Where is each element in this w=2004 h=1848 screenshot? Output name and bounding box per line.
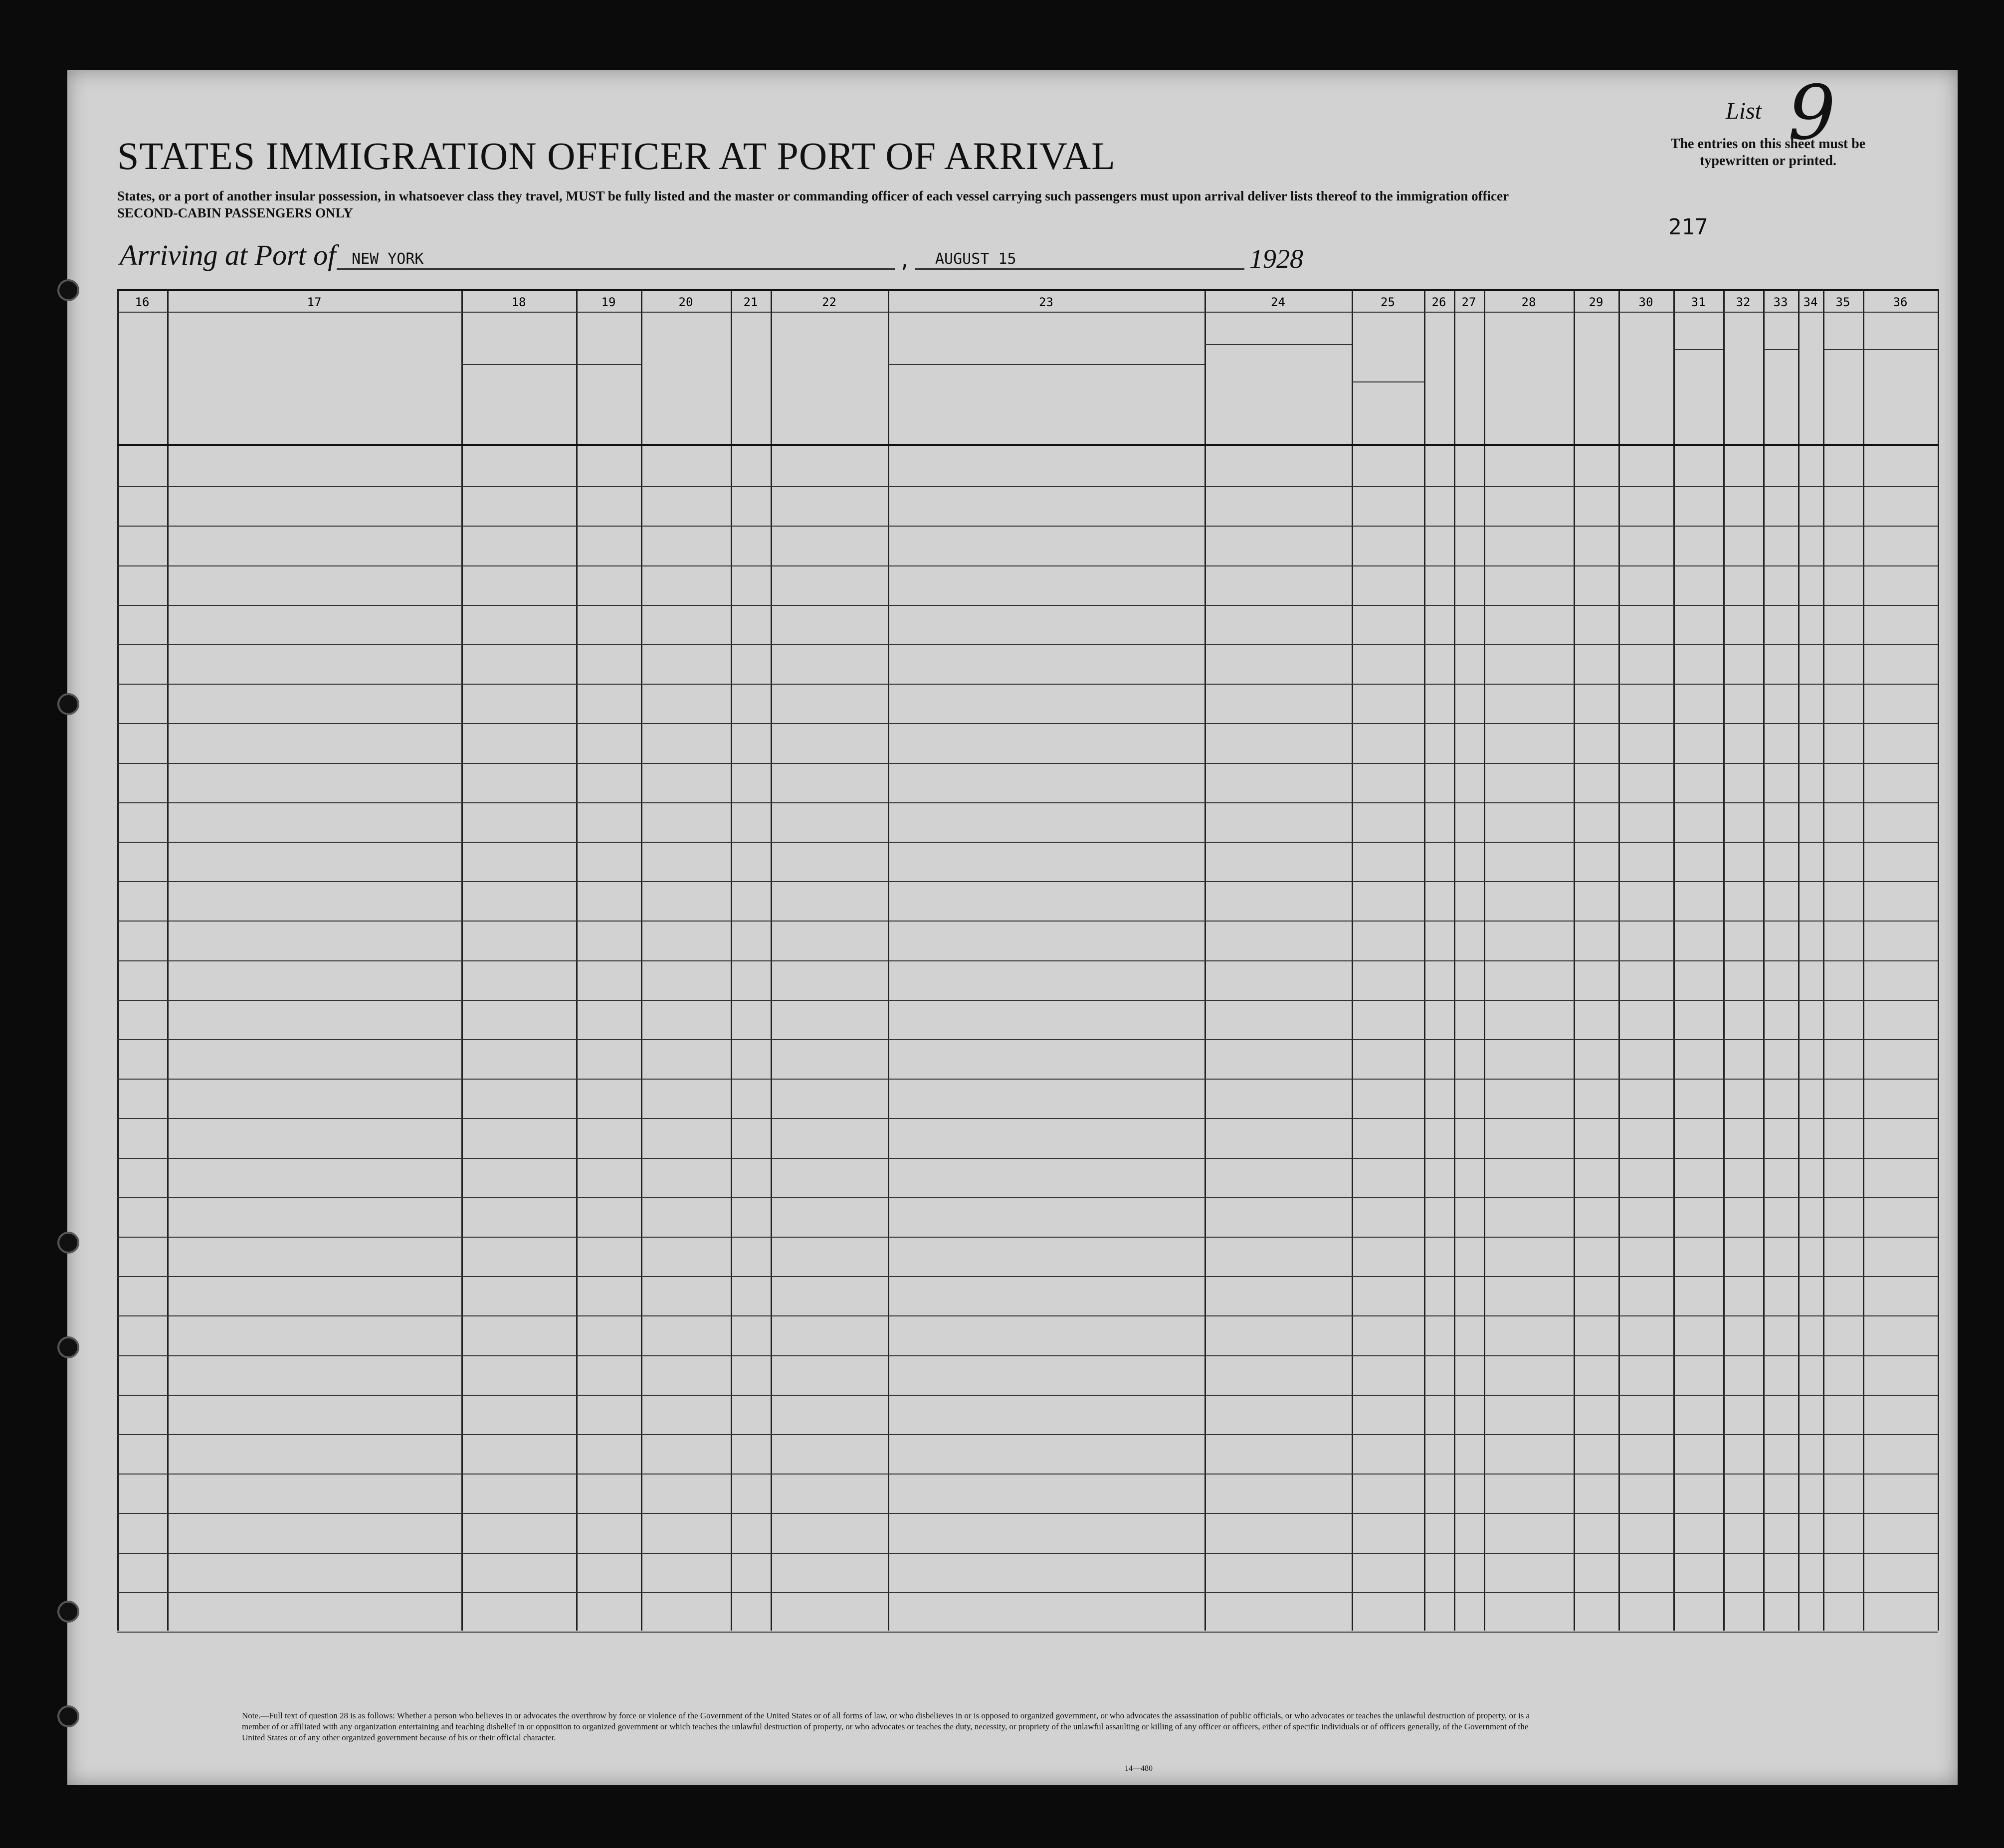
header-rule bbox=[117, 444, 1938, 446]
row-rule bbox=[117, 486, 1938, 487]
row-rule bbox=[117, 1632, 1938, 1633]
row-rule bbox=[117, 723, 1938, 724]
row-rule bbox=[117, 1079, 1938, 1080]
column-number: 32 bbox=[1736, 295, 1751, 309]
header-rule bbox=[117, 312, 1938, 313]
column-number: 22 bbox=[822, 295, 836, 309]
row-rule bbox=[117, 1000, 1938, 1001]
class-line: SECOND-CABIN PASSENGERS ONLY bbox=[117, 205, 353, 220]
header-subrule bbox=[1204, 344, 1352, 345]
row-rule bbox=[117, 565, 1938, 566]
row-rule bbox=[117, 1315, 1938, 1316]
binder-hole bbox=[57, 279, 79, 301]
header-subrule bbox=[1673, 349, 1723, 350]
column-number: 16 bbox=[135, 295, 150, 309]
row-rule bbox=[117, 1513, 1938, 1514]
header-subrule bbox=[1352, 381, 1424, 382]
row-rule bbox=[117, 842, 1938, 843]
row-rule bbox=[117, 881, 1938, 882]
port-underline bbox=[337, 268, 895, 270]
column-number: 29 bbox=[1589, 295, 1603, 309]
form-code: 14—480 bbox=[1125, 1764, 1153, 1773]
column-number: 34 bbox=[1803, 295, 1818, 309]
date-value: AUGUST 15 bbox=[935, 250, 1016, 268]
manifest-table bbox=[117, 289, 1938, 1631]
binder-hole bbox=[57, 1336, 79, 1358]
row-rule bbox=[117, 802, 1938, 803]
column-number: 21 bbox=[743, 295, 758, 309]
list-label: List bbox=[1726, 98, 1762, 124]
binder-hole bbox=[57, 1232, 79, 1254]
header-subrule bbox=[1763, 349, 1798, 350]
column-number: 28 bbox=[1521, 295, 1536, 309]
row-rule bbox=[117, 921, 1938, 922]
binder-hole bbox=[57, 1705, 79, 1727]
row-rule bbox=[117, 1197, 1938, 1198]
binder-hole bbox=[57, 1601, 79, 1623]
typewritten-note: The entries on this sheet must be typewritten or printed. bbox=[1670, 136, 1866, 169]
header-subrule bbox=[888, 364, 1204, 365]
row-rule bbox=[117, 1553, 1938, 1554]
column-number: 27 bbox=[1461, 295, 1476, 309]
row-rule bbox=[117, 1118, 1938, 1119]
header-subrule bbox=[461, 364, 641, 365]
row-rule bbox=[117, 1276, 1938, 1277]
column-number: 17 bbox=[307, 295, 322, 309]
column-number: 19 bbox=[601, 295, 616, 309]
comma: , bbox=[899, 249, 911, 272]
column-divider bbox=[1938, 289, 1939, 1631]
row-rule bbox=[117, 763, 1938, 764]
column-number: 25 bbox=[1381, 295, 1395, 309]
column-number: 20 bbox=[678, 295, 693, 309]
instructions: States, or a port of another insular possession, in whatsoever class they travel, MUST be fully listed and the master or commanding officer of each vessel carrying such passengers must upon arrival deliver lists thereof to the immigration officer bbox=[117, 188, 1509, 203]
column-number: 24 bbox=[1271, 295, 1285, 309]
row-rule bbox=[117, 1237, 1938, 1238]
row-rule bbox=[117, 1355, 1938, 1356]
column-number: 23 bbox=[1039, 295, 1053, 309]
page-title: STATES IMMIGRATION OFFICER AT PORT OF ARRIVAL bbox=[117, 134, 1116, 178]
page-number: 217 bbox=[1668, 214, 1708, 240]
row-rule bbox=[117, 1158, 1938, 1159]
column-number: 31 bbox=[1691, 295, 1706, 309]
column-number: 18 bbox=[511, 295, 526, 309]
row-rule bbox=[117, 526, 1938, 527]
row-rule bbox=[117, 605, 1938, 606]
row-rule bbox=[117, 1474, 1938, 1475]
row-rule bbox=[117, 684, 1938, 685]
row-rule bbox=[117, 1592, 1938, 1593]
year-value: 1928 bbox=[1249, 244, 1303, 274]
port-value: NEW YORK bbox=[352, 250, 424, 268]
row-rule bbox=[117, 960, 1938, 961]
column-number: 36 bbox=[1893, 295, 1908, 309]
row-rule bbox=[117, 644, 1938, 645]
footnote: Note.—Full text of question 28 is as follows: Whether a person who believes in or advocates the overthrow by force or violence of the Government of the United States or of all forms of law, or who disbelieves in or is opposed to organized government, or who advocates the assassination of public officials, or who advocates or teaches the unlawful destruction of property, or is a member of or affiliated with any organization entertaining and teaching disbelief in or opposition to organized government or which teaches the unlawful destruction of property, or who advocates or teaches the duty, necessity, or propriety of the unlawful assaulting or killing of any officer or officers, either of specific individuals or of officers generally, of the Government of the United States or of any other organized government because of his or their official character. bbox=[242, 1711, 1530, 1742]
column-number: 26 bbox=[1431, 295, 1446, 309]
column-number: 33 bbox=[1773, 295, 1788, 309]
row-rule bbox=[117, 1039, 1938, 1040]
arriving-label: Arriving at Port of bbox=[120, 239, 336, 271]
column-number: 35 bbox=[1835, 295, 1850, 309]
manifest-sheet bbox=[67, 70, 1958, 1785]
date-underline bbox=[915, 268, 1244, 270]
binder-hole bbox=[57, 693, 79, 715]
header-subrule bbox=[1823, 349, 1938, 350]
row-rule bbox=[117, 1395, 1938, 1396]
header-rule bbox=[117, 289, 1938, 291]
column-number: 30 bbox=[1638, 295, 1653, 309]
list-number: 9 bbox=[1788, 70, 1836, 157]
row-rule bbox=[117, 1434, 1938, 1435]
